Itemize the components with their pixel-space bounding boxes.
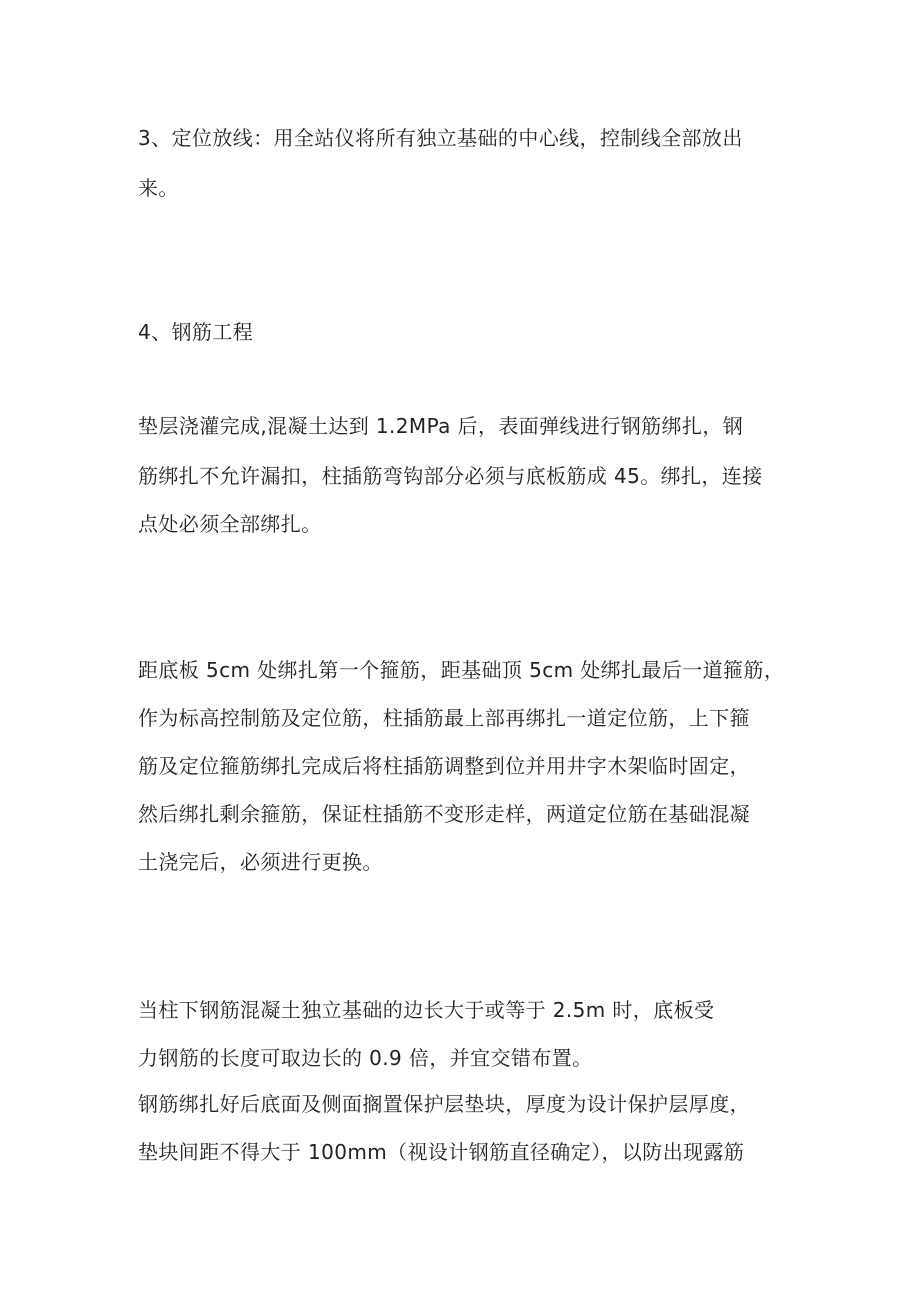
para3-line-4: 垫块间距不得大于 100mm（视设计钢筋直径确定），以防出现露筋: [138, 1140, 745, 1164]
para2-line-1: 距底板 5cm 处绑扎第一个箍筋，距基础顶 5cm 处绑扎最后一道箍筋，: [138, 658, 785, 682]
para2-line-3: 筋及定位箍筋绑扎完成后将柱插筋调整到位并用井字木架临时固定，: [138, 754, 750, 778]
para1-line-2: 筋绑扎不允许漏扣，柱插筋弯钩部分必须与底板筋成 45。绑扎，连接: [138, 464, 763, 488]
para2-line-5: 土浇完后，必须进行更换。: [138, 850, 383, 874]
para3-line-1: 当柱下钢筋混凝土独立基础的边长大于或等于 2.5m 时，底板受: [138, 998, 715, 1022]
section4-heading: 4、钢筋工程: [138, 320, 254, 344]
para3-line-2: 力钢筋的长度可取边长的 0.9 倍，并宜交错布置。: [138, 1046, 593, 1070]
para1-line-1: 垫层浇灌完成,混凝土达到 1.2MPa 后，表面弹线进行钢筋绑扎，钢: [138, 414, 744, 438]
para3-line-3: 钢筋绑扎好后底面及侧面搁置保护层垫块，厚度为设计保护层厚度，: [138, 1092, 750, 1116]
section3-line-2: 来。: [138, 176, 179, 200]
para2-line-2: 作为标高控制筋及定位筋，柱插筋最上部再绑扎一道定位筋，上下箍: [138, 706, 750, 730]
para1-line-3: 点处必须全部绑扎。: [138, 512, 322, 536]
para2-line-4: 然后绑扎剩余箍筋，保证柱插筋不变形走样，两道定位筋在基础混凝: [138, 802, 750, 826]
section3-line-1: 3、定位放线：用全站仪将所有独立基础的中心线，控制线全部放出: [138, 126, 743, 150]
